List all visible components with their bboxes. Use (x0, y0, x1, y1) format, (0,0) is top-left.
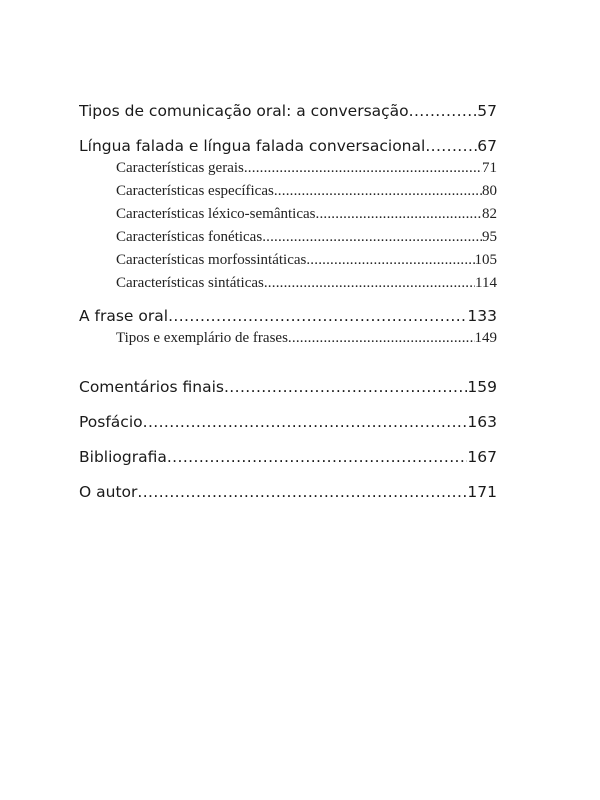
toc-entry-page: 171 (467, 483, 497, 501)
dot-leader (244, 157, 482, 180)
toc-entry-bibliografia[interactable] (79, 446, 497, 468)
toc-entry-title: Língua falada e língua falada conversacional (79, 137, 426, 155)
dot-leader (288, 327, 475, 350)
dot-leader (137, 481, 467, 503)
toc-entry-a-frase-oral[interactable] (79, 305, 497, 327)
toc-entry-page: 57 (477, 102, 497, 120)
dot-leader (224, 376, 467, 398)
dot-leader (168, 305, 467, 327)
toc-entry-title: A frase oral (79, 307, 169, 325)
toc-entry-tipos-de-comunicacao[interactable] (79, 100, 497, 122)
toc-entry-title: Bibliografia (79, 448, 167, 466)
dot-leader (262, 226, 482, 249)
toc-subentry-page: 80 (482, 183, 497, 199)
dot-leader (167, 446, 468, 468)
dot-leader (409, 100, 478, 122)
dot-leader (143, 411, 468, 433)
toc-entry-title: O autor (79, 483, 138, 501)
toc-entry-lingua-falada[interactable] (79, 135, 497, 157)
toc-subentry-tipos-e-exemplario[interactable] (116, 327, 497, 350)
toc-entry-comentarios-finais[interactable] (79, 376, 497, 398)
dot-leader (316, 203, 483, 226)
dot-leader (274, 180, 482, 203)
toc-subentry-page: 105 (474, 252, 497, 268)
toc-subentry-page: 149 (474, 330, 497, 346)
toc-subentry-page: 114 (475, 275, 497, 291)
toc-subentry-title: Características fonéticas (116, 229, 263, 245)
dot-leader (264, 272, 475, 295)
toc-entry-page: 163 (467, 413, 497, 431)
toc-subentry-title: Características sintáticas (116, 275, 264, 291)
toc-subentry-title: Características morfossintáticas (116, 252, 307, 268)
toc-subentry-caracteristicas-morfossintaticas[interactable] (116, 249, 497, 272)
toc-subentry-caracteristicas-foneticas[interactable] (116, 226, 497, 249)
toc-subentry-title: Características específicas (116, 183, 274, 199)
toc-entry-page: 67 (477, 137, 497, 155)
toc-subentry-caracteristicas-especificas[interactable] (116, 180, 497, 203)
toc-subentry-caracteristicas-lexico-semanticas[interactable] (116, 203, 497, 226)
toc-subentry-page: 95 (482, 229, 497, 245)
toc-entry-page: 167 (467, 448, 497, 466)
toc-entry-title: Posfácio (79, 413, 143, 431)
toc-subentry-caracteristicas-gerais[interactable] (116, 157, 497, 180)
toc-subentry-page: 71 (482, 160, 497, 176)
toc-entry-title: Tipos de comunicação oral: a conversação (79, 102, 409, 120)
table-of-contents (79, 100, 497, 503)
toc-subentry-title: Características léxico-semânticas (116, 206, 316, 222)
dot-leader (306, 249, 474, 272)
dot-leader (425, 135, 477, 157)
toc-entry-posfacio[interactable] (79, 411, 497, 433)
toc-entry-page: 133 (467, 307, 497, 325)
toc-subentry-title: Características gerais (116, 160, 244, 176)
toc-entry-o-autor[interactable] (79, 481, 497, 503)
toc-entry-title: Comentários finais (79, 378, 224, 396)
toc-entry-page: 159 (467, 378, 497, 396)
toc-subentry-page: 82 (482, 206, 497, 222)
toc-subentry-title: Tipos e exemplário de frases (116, 330, 288, 346)
toc-subentry-caracteristicas-sintaticas[interactable] (116, 272, 497, 295)
